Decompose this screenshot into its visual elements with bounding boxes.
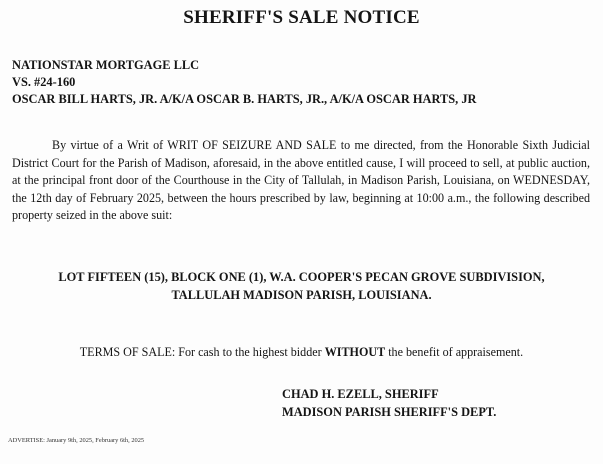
property-line-1: LOT FIFTEEN (15), BLOCK ONE (1), W.A. COOPER'S PECAN GROVE SUBDIVISION, [58,270,545,284]
notice-title: SHERIFF'S SALE NOTICE [183,7,420,28]
terms-of-sale [0,345,603,360]
terms-suffix: the benefit of appraisement. [385,345,524,359]
sheriff-name: CHAD H. EZELL, SHERIFF [282,387,439,401]
notice-body-paragraph: By virtue of a Writ of WRIT OF SEIZURE AND SALE to me directed, from the Honorable Sixth Judicial District Court for the Parish of Madison, aforesaid, in the above entitled cause, I will proceed to sell, at public auction, at the principal front door of the Courthouse in the City of Tallulah, in Madison Parish, Louisiana, on WEDNESDAY, the 12th day of February 2025, between the hours prescribed by law, beginning at 10:00 a.m., the following described property seized in the above suit: [12,138,590,223]
property-description [0,268,603,304]
property-line-2: TALLULAH MADISON PARISH, LOUISIANA. [171,288,432,302]
signature-block [282,385,496,421]
plaintiff-name: NATIONSTAR MORTGAGE LLC [12,58,200,72]
advertise-dates: ADVERTISE: January 9th, 2025, February 6th, 2025 [8,437,145,444]
sheriff-department: MADISON PARISH SHERIFF'S DEPT. [282,405,497,419]
case-number: VS. #24-160 [12,75,76,89]
terms-prefix: TERMS OF SALE: For cash to the highest bidder [79,345,325,359]
defendant-name: OSCAR BILL HARTS, JR. A/K/A OSCAR B. HARTS, JR., A/K/A OSCAR HARTS, JR [12,92,477,106]
terms-emphasis: WITHOUT [324,345,386,359]
case-caption [12,57,476,108]
